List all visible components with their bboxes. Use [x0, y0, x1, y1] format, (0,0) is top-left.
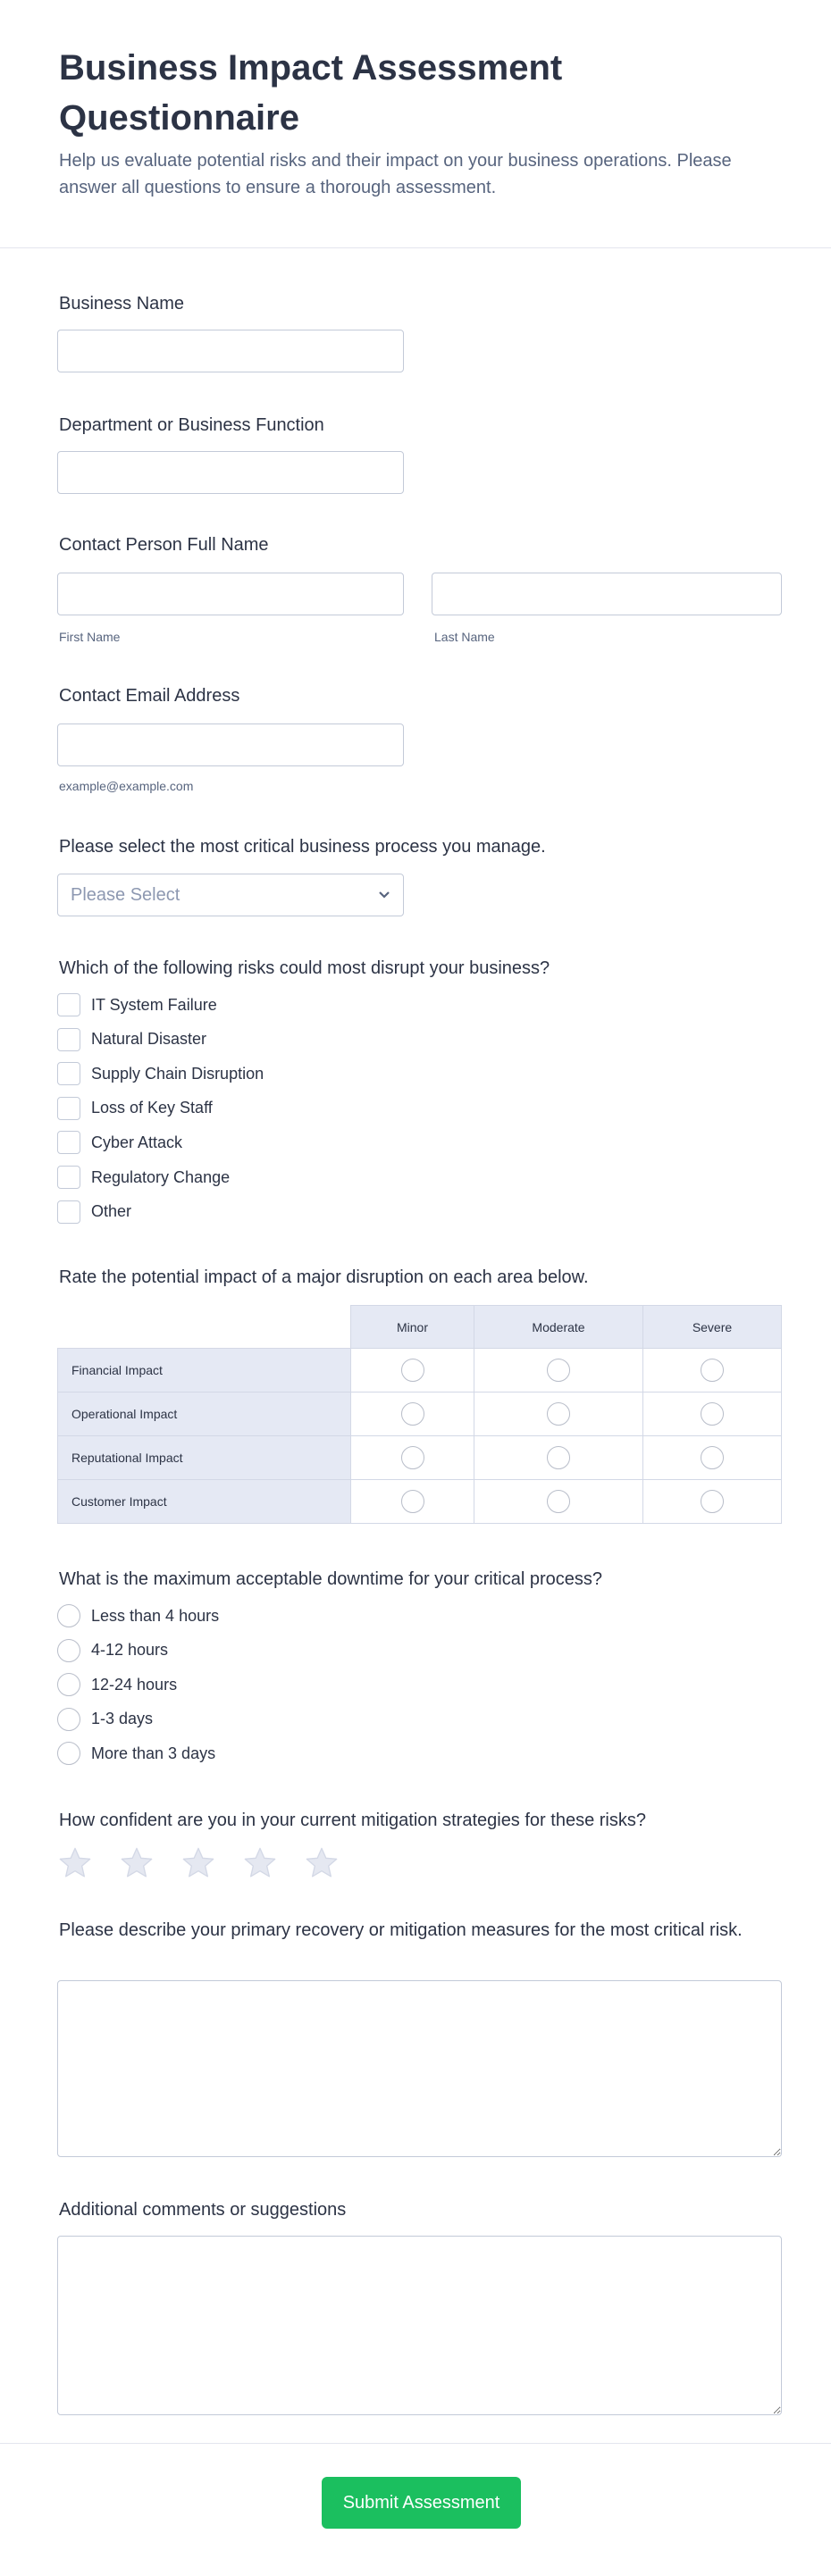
- matrix-cell: [643, 1480, 782, 1524]
- last-name-sublabel: Last Name: [434, 630, 495, 644]
- star-icon[interactable]: [304, 1845, 340, 1881]
- process-label: Please select the most critical business process you manage.: [59, 837, 546, 857]
- radio-button[interactable]: [57, 1708, 80, 1731]
- star-icon[interactable]: [242, 1845, 278, 1881]
- email-sublabel: example@example.com: [59, 779, 194, 793]
- radio-button[interactable]: [57, 1639, 80, 1662]
- matrix-row: [57, 1393, 782, 1436]
- matrix-radio[interactable]: [701, 1446, 724, 1469]
- risk-option[interactable]: [57, 1062, 264, 1085]
- matrix-radio[interactable]: [701, 1402, 724, 1426]
- matrix-radio[interactable]: [701, 1359, 724, 1382]
- matrix-cell: [351, 1349, 474, 1393]
- matrix-cell: [643, 1393, 782, 1436]
- recovery-label: Please describe your primary recovery or mitigation measures for the most critical risk.: [59, 1920, 743, 1940]
- star-icon[interactable]: [119, 1845, 155, 1881]
- downtime-option[interactable]: [57, 1604, 219, 1627]
- checkbox[interactable]: [57, 1062, 80, 1085]
- checkbox[interactable]: [57, 1166, 80, 1189]
- page-description: Help us evaluate potential risks and their impact on your business operations. Please answer all questions to ensure a thorough assessment.: [59, 151, 732, 197]
- risk-option[interactable]: [57, 1097, 213, 1120]
- risk-option[interactable]: [57, 1131, 182, 1154]
- email-label: Contact Email Address: [59, 686, 240, 706]
- downtime-option-label: More than 3 days: [91, 1744, 216, 1762]
- contact-name-label: Contact Person Full Name: [59, 535, 269, 555]
- matrix-cell: [351, 1436, 474, 1480]
- radio-button[interactable]: [57, 1673, 80, 1696]
- downtime-label: What is the maximum acceptable downtime for your critical process?: [59, 1569, 603, 1589]
- recovery-textarea[interactable]: [57, 1980, 782, 2157]
- matrix-cell: [474, 1349, 643, 1393]
- comments-label: Additional comments or suggestions: [59, 2200, 347, 2220]
- checkbox[interactable]: [57, 1131, 80, 1154]
- matrix-column-header: Severe: [643, 1305, 782, 1349]
- matrix-radio[interactable]: [701, 1490, 724, 1513]
- downtime-option-label: 4-12 hours: [91, 1641, 169, 1660]
- downtime-option[interactable]: [57, 1708, 153, 1731]
- last-name-input[interactable]: [432, 573, 782, 615]
- risk-option[interactable]: [57, 1166, 230, 1189]
- page-title: Business Impact Assessment Questionnaire: [59, 48, 563, 138]
- matrix-row-label: Reputational Impact: [57, 1436, 351, 1480]
- radio-button[interactable]: [57, 1604, 80, 1627]
- matrix-corner: [57, 1305, 351, 1349]
- matrix-cell: [351, 1393, 474, 1436]
- email-input[interactable]: [57, 723, 404, 766]
- checkbox[interactable]: [57, 993, 80, 1016]
- risk-option[interactable]: [57, 1200, 131, 1224]
- matrix-cell: [643, 1436, 782, 1480]
- risk-option-label: IT System Failure: [91, 995, 217, 1014]
- downtime-option[interactable]: [57, 1639, 168, 1662]
- process-select[interactable]: [57, 874, 404, 916]
- risk-option-label: Other: [91, 1202, 132, 1221]
- risk-option[interactable]: [57, 993, 217, 1016]
- matrix-row-label: Customer Impact: [57, 1480, 351, 1524]
- risk-option-label: Loss of Key Staff: [91, 1099, 213, 1117]
- risk-option-label: Cyber Attack: [91, 1133, 183, 1151]
- downtime-option-label: Less than 4 hours: [91, 1606, 220, 1625]
- matrix-row: [57, 1436, 782, 1480]
- star-rating[interactable]: [57, 1845, 340, 1881]
- matrix-column-header: Minor: [351, 1305, 474, 1349]
- matrix-cell: [474, 1393, 643, 1436]
- comments-textarea[interactable]: [57, 2236, 782, 2415]
- matrix-radio[interactable]: [401, 1402, 424, 1426]
- matrix-radio[interactable]: [401, 1490, 424, 1513]
- department-label: Department or Business Function: [59, 415, 324, 435]
- risk-option-label: Regulatory Change: [91, 1167, 231, 1186]
- matrix-radio[interactable]: [401, 1446, 424, 1469]
- matrix-cell: [643, 1349, 782, 1393]
- first-name-input[interactable]: [57, 573, 404, 615]
- impact-matrix: [57, 1305, 782, 1524]
- chevron-down-icon: [378, 891, 390, 899]
- process-select-value: Please Select: [71, 884, 180, 905]
- star-icon[interactable]: [180, 1845, 216, 1881]
- header-divider: [0, 247, 831, 248]
- matrix-row: [57, 1480, 782, 1524]
- confidence-label: How confident are you in your current mitigation strategies for these risks?: [59, 1811, 646, 1830]
- matrix-row-label: Operational Impact: [57, 1393, 351, 1436]
- star-icon[interactable]: [57, 1845, 93, 1881]
- matrix-radio[interactable]: [547, 1446, 570, 1469]
- risks-label: Which of the following risks could most disrupt your business?: [59, 958, 550, 978]
- submit-button[interactable]: Submit Assessment: [322, 2477, 521, 2529]
- matrix-cell: [474, 1436, 643, 1480]
- risk-option-label: Supply Chain Disruption: [91, 1064, 264, 1083]
- impact-matrix-label: Rate the potential impact of a major disruption on each area below.: [59, 1267, 589, 1287]
- checkbox[interactable]: [57, 1200, 80, 1224]
- risk-option[interactable]: [57, 1028, 206, 1051]
- checkbox[interactable]: [57, 1028, 80, 1051]
- risk-option-label: Natural Disaster: [91, 1030, 207, 1049]
- downtime-option[interactable]: [57, 1673, 177, 1696]
- matrix-cell: [351, 1480, 474, 1524]
- matrix-radio[interactable]: [547, 1490, 570, 1513]
- first-name-sublabel: First Name: [59, 630, 121, 644]
- business-name-input[interactable]: [57, 330, 404, 372]
- matrix-row: [57, 1349, 782, 1393]
- matrix-row-label: Financial Impact: [57, 1349, 351, 1393]
- matrix-cell: [474, 1480, 643, 1524]
- department-input[interactable]: [57, 451, 404, 494]
- business-name-label: Business Name: [59, 294, 185, 314]
- footer-divider: [0, 2443, 831, 2444]
- matrix-radio[interactable]: [547, 1402, 570, 1426]
- downtime-option-label: 1-3 days: [91, 1710, 154, 1728]
- downtime-option[interactable]: [57, 1742, 215, 1765]
- checkbox[interactable]: [57, 1097, 80, 1120]
- downtime-option-label: 12-24 hours: [91, 1675, 178, 1694]
- matrix-column-header: Moderate: [474, 1305, 643, 1349]
- radio-button[interactable]: [57, 1742, 80, 1765]
- matrix-radio[interactable]: [547, 1359, 570, 1382]
- matrix-radio[interactable]: [401, 1359, 424, 1382]
